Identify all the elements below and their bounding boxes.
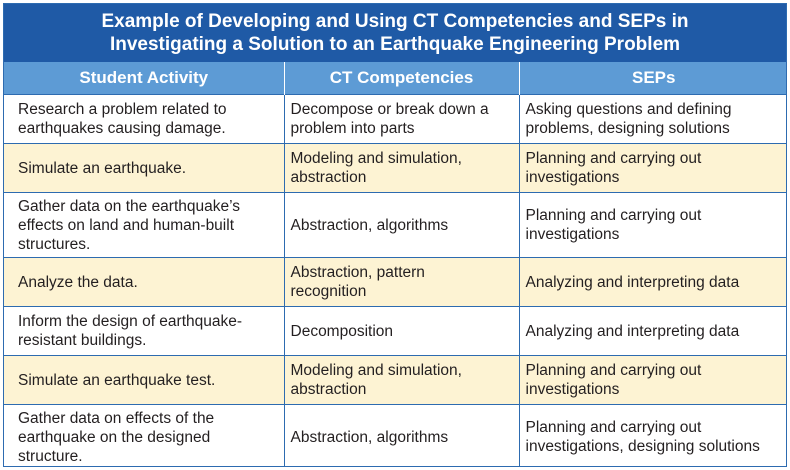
- competency-table: [3, 3, 787, 467]
- sep-cell-line: Planning and carrying out: [525, 150, 702, 167]
- sep-cell-line: Planning and carrying out: [525, 207, 702, 224]
- activity-cell-line: earthquakes causing damage.: [18, 120, 226, 137]
- ct-cell: [284, 405, 519, 468]
- activity-cell: [4, 258, 284, 307]
- sep-cell: [519, 405, 787, 468]
- sep-cell-line: Analyzing and interpreting data: [525, 322, 740, 340]
- ct-cell-line: Decompose or break down a: [290, 101, 489, 118]
- ct-cell-line: Abstraction, algorithms: [290, 216, 449, 234]
- table-row: [4, 405, 787, 468]
- table-row: [4, 95, 787, 144]
- ct-cell-line: recognition: [290, 283, 367, 300]
- sep-cell-line: Asking questions and defining: [525, 101, 732, 118]
- activity-cell: [4, 356, 284, 405]
- data-table: [4, 62, 787, 467]
- table-row: [4, 193, 787, 258]
- ct-cell-line: abstraction: [290, 381, 367, 398]
- activity-cell-line: Inform the design of earthquake-: [18, 313, 243, 330]
- ct-cell-line: Abstraction, pattern: [290, 264, 425, 281]
- activity-cell-line: structure.: [18, 447, 83, 465]
- activity-cell-line: Analyze the data.: [18, 273, 138, 291]
- activity-cell: [4, 95, 284, 144]
- ct-cell: [284, 144, 519, 193]
- activity-cell-line: Research a problem related to: [18, 101, 227, 118]
- title-line-1: Example of Developing and Using CT Competencies and SEPs in: [101, 11, 689, 32]
- ct-cell-line: Abstraction, algorithms: [290, 428, 449, 446]
- sep-cell-line: investigations: [525, 226, 620, 243]
- sep-cell-line: investigations, designing solutions: [525, 438, 760, 455]
- activity-cell: [4, 144, 284, 193]
- activity-cell-line: structures.: [18, 235, 91, 253]
- ct-cell-line: Modeling and simulation,: [290, 150, 462, 167]
- table-row: [4, 356, 787, 405]
- activity-cell: [4, 193, 284, 258]
- ct-cell-line: Decomposition: [290, 322, 394, 340]
- activity-cell-line: effects on land and human-built: [18, 216, 235, 234]
- sep-cell: [519, 193, 787, 258]
- sep-cell-line: investigations: [525, 381, 620, 398]
- header-seps: SEPs: [519, 62, 787, 95]
- ct-cell-line: abstraction: [290, 169, 367, 186]
- title-line-2: Investigating a Solution to an Earthquake Engineering Problem: [109, 34, 681, 55]
- table-row: [4, 144, 787, 193]
- ct-cell: [284, 258, 519, 307]
- table-row: [4, 307, 787, 356]
- ct-cell: [284, 307, 519, 356]
- header-student-activity: Student Activity: [4, 62, 284, 95]
- activity-cell-line: Simulate an earthquake test.: [18, 371, 216, 389]
- activity-cell-line: Gather data on effects of the: [18, 409, 215, 427]
- table-body: [4, 95, 787, 468]
- ct-cell: [284, 356, 519, 405]
- ct-cell-line: Modeling and simulation,: [290, 362, 462, 379]
- activity-cell-line: earthquake on the designed: [18, 428, 211, 446]
- activity-cell-line: Simulate an earthquake.: [18, 159, 187, 177]
- header-row: [4, 62, 787, 95]
- sep-cell: [519, 144, 787, 193]
- sep-cell: [519, 307, 787, 356]
- table-row: [4, 258, 787, 307]
- sep-cell: [519, 356, 787, 405]
- sep-cell-line: investigations: [525, 169, 620, 186]
- ct-cell: [284, 193, 519, 258]
- sep-cell: [519, 95, 787, 144]
- ct-cell: [284, 95, 519, 144]
- sep-cell-line: problems, designing solutions: [525, 120, 730, 137]
- sep-cell-line: Analyzing and interpreting data: [525, 273, 740, 291]
- sep-cell: [519, 258, 787, 307]
- sep-cell-line: Planning and carrying out: [525, 362, 702, 379]
- activity-cell: [4, 307, 284, 356]
- header-ct-competencies: CT Competencies: [284, 62, 519, 95]
- activity-cell-line: Gather data on the earthquake’s: [18, 197, 241, 215]
- activity-cell: [4, 405, 284, 468]
- activity-cell-line: resistant buildings.: [18, 332, 147, 349]
- sep-cell-line: Planning and carrying out: [525, 419, 702, 436]
- table-title: [4, 4, 786, 62]
- ct-cell-line: problem into parts: [290, 120, 415, 137]
